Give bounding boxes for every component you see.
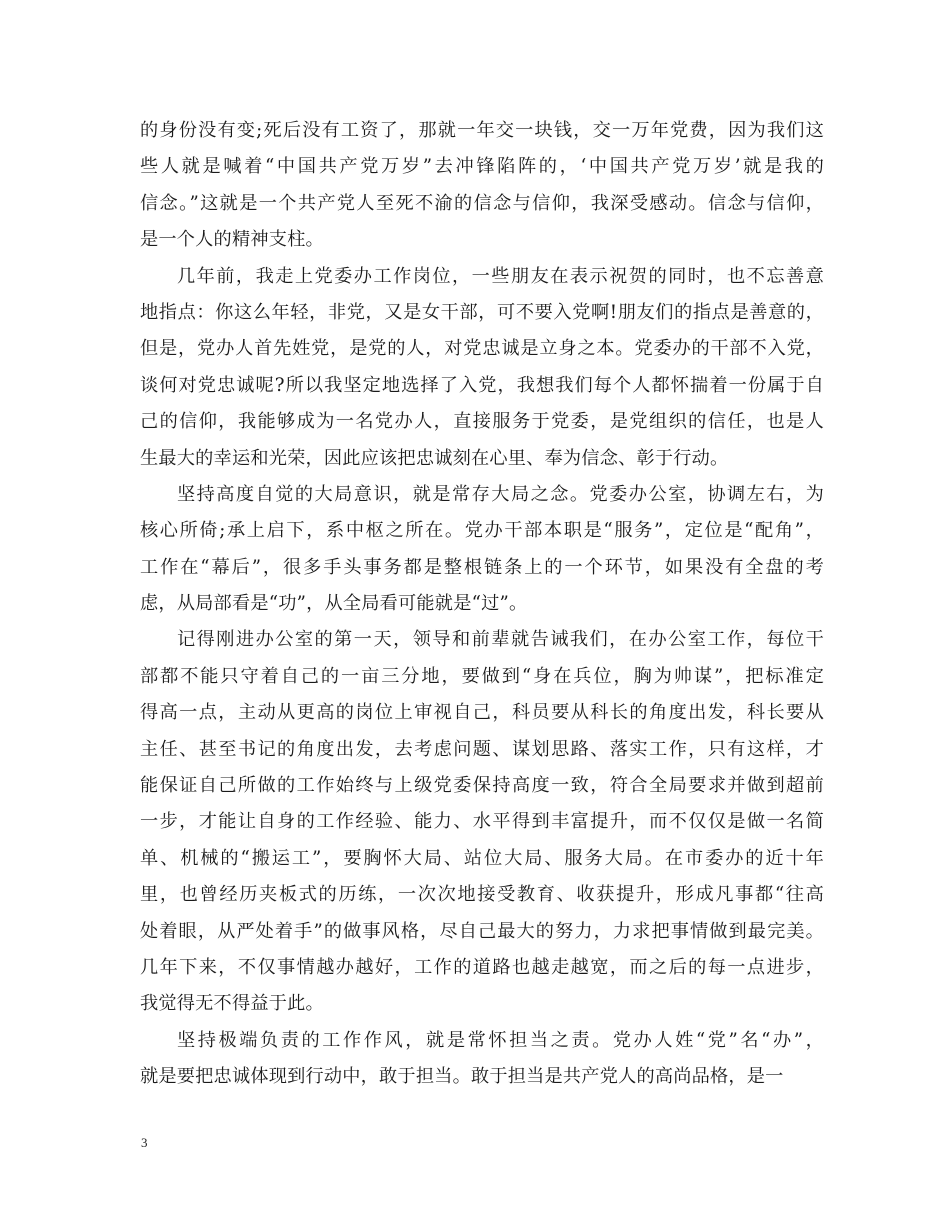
text-line: 但是，党办人首先姓党，是党的人，对党忠诚是立身之本。党委办的干部不入党，: [140, 338, 824, 360]
paragraph: [140, 1023, 824, 1096]
text-line: 几年下来，不仅事情越办越好，工作的道路也越走越宽，而之后的每一点进步，: [140, 956, 824, 978]
text-line: 信念。”这就是一个共产党人至死不渝的信念与信仰，我深受感动。信念与信仰，: [140, 192, 824, 214]
text-line: 的身份没有变;死后没有工资了，那就一年交一块钱，交一万年党费，因为我们这: [140, 120, 824, 141]
text-line: 地指点：你这么年轻，非党，又是女干部，可不要入党啊!朋友们的指点是善意的，: [140, 301, 824, 323]
page-number: 3: [141, 1135, 148, 1150]
text-line: 些人就是喊着“中国共产党万岁”去冲锋陷阵的，‘中国共产党万岁’就是我的: [140, 156, 824, 178]
text-line: 主任、甚至书记的角度出发，去考虑问题、谋划思路、落实工作，只有这样，才: [140, 738, 824, 760]
text-line: 坚持高度自觉的大局意识，就是常存大局之念。党委办公室，协调左右，为: [177, 483, 824, 505]
text-line: 几年前，我走上党委办工作岗位，一些朋友在表示祝贺的同时，也不忘善意: [177, 265, 824, 287]
text-line: 己的信仰，我能够成为一名党办人，直接服务于党委，是党组织的信任，也是人: [140, 411, 824, 433]
text-line: 能保证自己所做的工作始终与上级党委保持高度一致，符合全局要求并做到超前: [140, 775, 824, 797]
paragraph: [140, 113, 824, 259]
text-line: 谈何对党忠诚呢?所以我坚定地选择了入党，我想我们每个人都怀揣着一份属于自: [140, 374, 824, 396]
text-line: 是一个人的精神支柱。: [140, 229, 324, 251]
text-line: 虑，从局部看是“功”，从全局看可能就是“过”。: [140, 593, 528, 615]
text-line: 里，也曾经历夹板式的历练，一次次地接受教育、收获提升，形成凡事都“往高: [140, 884, 824, 906]
text-line: 部都不能只守着自己的一亩三分地，要做到“身在兵位，胸为帅谋”，把标准定: [140, 665, 824, 687]
paragraph: [140, 259, 824, 477]
text-line: 处着眼，从严处着手”的做事风格，尽自己最大的努力，力求把事情做到最完美。: [140, 920, 824, 942]
text-line: 单、机械的“搬运工”，要胸怀大局、站位大局、服务大局。在市委办的近十年: [140, 847, 824, 869]
text-line: 工作在“幕后”，很多手头事务都是整根链条上的一个环节，如果没有全盘的考: [140, 556, 824, 578]
paragraph: [140, 622, 824, 1022]
text-line: 记得刚进办公室的第一天，领导和前辈就告诫我们，在办公室工作，每位干: [177, 629, 824, 651]
text-line: 生最大的幸运和光荣，因此应该把忠诚刻在心里、奉为信念、彰于行动。: [140, 447, 729, 469]
text-line: 一步，才能让自身的工作经验、能力、水平得到丰富提升，而不仅仅是做一名简: [140, 811, 824, 833]
text-line: 我觉得无不得益于此。: [140, 993, 324, 1015]
document-body: [140, 113, 824, 1096]
text-line: 得高一点，主动从更高的岗位上审视自己，科员要从科长的角度出发，科长要从: [140, 702, 824, 724]
text-line: 坚持极端负责的工作作风，就是常怀担当之责。党办人姓“党”名“办”，: [177, 1029, 824, 1051]
text-line: 核心所倚;承上启下，系中枢之所在。党办干部本职是“服务”，定位是“配角”，: [140, 520, 824, 542]
text-line: 就是要把忠诚体现到行动中，敢于担当。敢于担当是共产党人的高尚品格，是一: [140, 1066, 784, 1088]
paragraph: [140, 477, 824, 623]
